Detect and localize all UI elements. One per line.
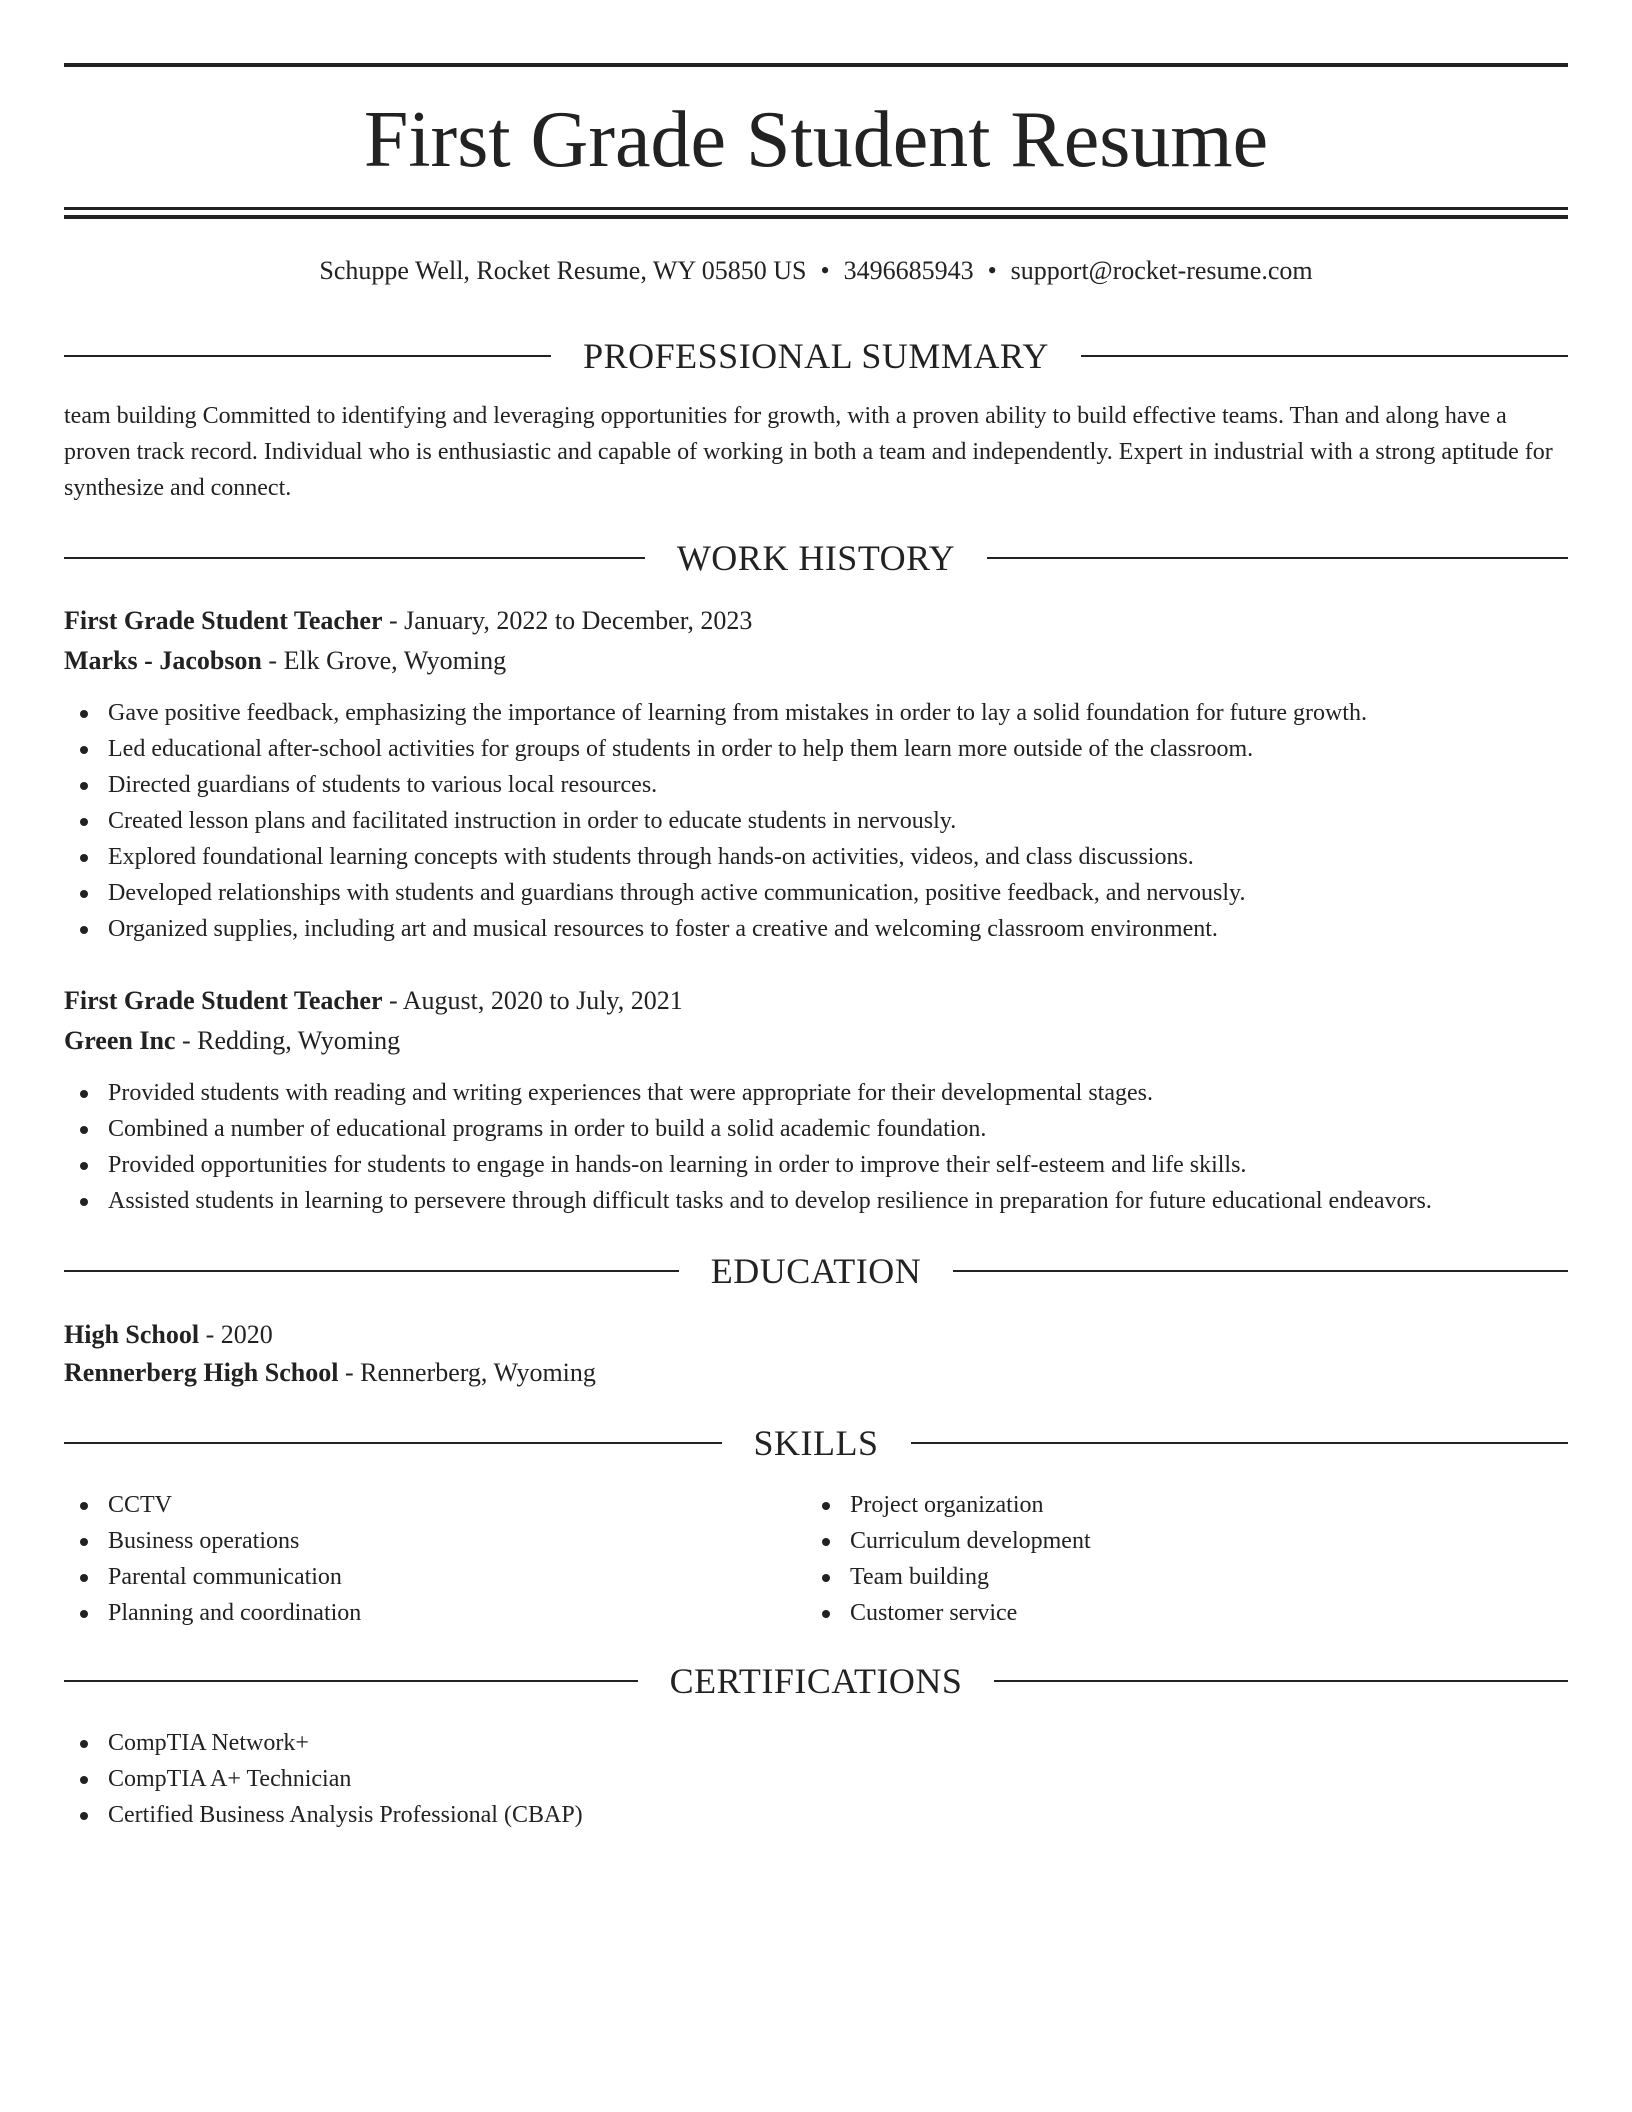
job-duty: Developed relationships with students and guardians through active communication, positive feedback, and nervously. xyxy=(64,875,1568,911)
summary-text: team building Committed to identifying and leveraging opportunities for growth, with a proven ability to build effective teams. Than and along have a proven track record. Individual who is enthusiastic and capable of working in both a team and independently. Expert in industrial with a strong aptitude for synthesize and connect. xyxy=(64,403,1553,501)
section-heading-summary xyxy=(64,334,1568,378)
job-company: Marks - Jacobson xyxy=(64,646,262,675)
skill-item: Curriculum development xyxy=(806,1523,1632,1559)
job-location: Redding, Wyoming xyxy=(197,1026,401,1055)
certifications-list xyxy=(64,1725,1568,1833)
job-title-line: First Grade Student Teacher - January, 2022 to December, 2023 xyxy=(64,606,753,635)
section-divider xyxy=(64,355,551,357)
certification-item: CompTIA A+ Technician xyxy=(64,1761,1568,1797)
section-divider xyxy=(64,1270,679,1272)
section-heading-certifications xyxy=(64,1659,1568,1703)
contact-email: support@rocket-resume.com xyxy=(1010,256,1313,285)
resume-title: First Grade Student Resume xyxy=(363,96,1269,184)
header-top-rule xyxy=(64,63,1568,67)
education-degree-line: High School - 2020 xyxy=(64,1320,273,1349)
education-school-line: Rennerberg High School - Rennerberg, Wyoming xyxy=(64,1358,596,1387)
job-location: Elk Grove, Wyoming xyxy=(283,646,507,675)
contact-address: Schuppe Well, Rocket Resume, WY 05850 US xyxy=(319,256,807,285)
education-school: Rennerberg High School xyxy=(64,1358,339,1387)
job-duty: Gave positive feedback, emphasizing the importance of learning from mistakes in order to lay a solid foundation for future growth. xyxy=(64,695,1568,731)
job-duty: Assisted students in learning to persevere through difficult tasks and to develop resilience in preparation for future educational endeavors. xyxy=(64,1183,1568,1219)
contact-phone: 3496685943 xyxy=(843,256,974,285)
job-title: First Grade Student Teacher xyxy=(64,606,383,635)
section-divider xyxy=(994,1680,1568,1682)
job-duty: Combined a number of educational programs in order to build a solid academic foundation. xyxy=(64,1111,1568,1147)
job-dates: January, 2022 to December, 2023 xyxy=(404,606,753,635)
skill-item: Project organization xyxy=(806,1487,1632,1523)
skill-item: Business operations xyxy=(64,1523,1568,1559)
job-duty: Led educational after-school activities for groups of students in order to help them learn more outside of the classroom. xyxy=(64,731,1568,767)
job-employer-line: Green Inc - Redding, Wyoming xyxy=(64,1026,401,1055)
contact-separator: • xyxy=(820,256,830,285)
section-title: CERTIFICATIONS xyxy=(669,1661,963,1701)
skill-item: CCTV xyxy=(64,1487,1568,1523)
section-heading-education xyxy=(64,1249,1568,1293)
skills-list-right xyxy=(806,1487,1632,1631)
job-duties-list xyxy=(64,695,1568,947)
section-divider xyxy=(64,1680,638,1682)
job-title-line: First Grade Student Teacher - August, 2020 to July, 2021 xyxy=(64,986,683,1015)
job-duty: Provided students with reading and writing experiences that were appropriate for their developmental stages. xyxy=(64,1075,1568,1111)
header-bottom-rule-thin xyxy=(64,207,1568,210)
section-divider xyxy=(911,1442,1569,1444)
job-duty: Directed guardians of students to various local resources. xyxy=(64,767,1568,803)
skill-item: Planning and coordination xyxy=(64,1595,1568,1631)
section-title: PROFESSIONAL SUMMARY xyxy=(583,336,1049,376)
section-divider xyxy=(953,1270,1568,1272)
job-employer-line: Marks - Jacobson - Elk Grove, Wyoming xyxy=(64,646,507,675)
skill-item: Team building xyxy=(806,1559,1632,1595)
section-divider xyxy=(987,557,1568,559)
certification-item: CompTIA Network+ xyxy=(64,1725,1568,1761)
education-year: 2020 xyxy=(220,1320,273,1349)
education-location: Rennerberg, Wyoming xyxy=(360,1358,596,1387)
section-title: WORK HISTORY xyxy=(676,538,956,578)
contact-separator: • xyxy=(987,256,997,285)
section-title: EDUCATION xyxy=(710,1251,922,1291)
job-duty: Explored foundational learning concepts with students through hands-on activities, videos, and class discussions. xyxy=(64,839,1568,875)
skill-item: Customer service xyxy=(806,1595,1632,1631)
job-duty: Created lesson plans and facilitated instruction in order to educate students in nervously. xyxy=(64,803,1568,839)
job-duty: Provided opportunities for students to engage in hands-on learning in order to improve their self-esteem and life skills. xyxy=(64,1147,1568,1183)
section-heading-work-history xyxy=(64,536,1568,580)
section-title: SKILLS xyxy=(753,1423,879,1463)
education-degree: High School xyxy=(64,1320,200,1349)
skill-item: Parental communication xyxy=(64,1559,1568,1595)
section-divider xyxy=(64,1442,722,1444)
job-dates: August, 2020 to July, 2021 xyxy=(402,986,683,1015)
header-bottom-rule-thick xyxy=(64,215,1568,219)
certification-item: Certified Business Analysis Professional (CBAP) xyxy=(64,1797,1568,1833)
job-company: Green Inc xyxy=(64,1026,176,1055)
section-divider xyxy=(64,557,645,559)
section-heading-skills xyxy=(64,1421,1568,1465)
job-title: First Grade Student Teacher xyxy=(64,986,383,1015)
job-duties-list xyxy=(64,1075,1568,1219)
section-divider xyxy=(1081,355,1568,357)
job-duty: Organized supplies, including art and musical resources to foster a creative and welcoming classroom environment. xyxy=(64,911,1568,947)
contact-line xyxy=(64,254,1568,288)
